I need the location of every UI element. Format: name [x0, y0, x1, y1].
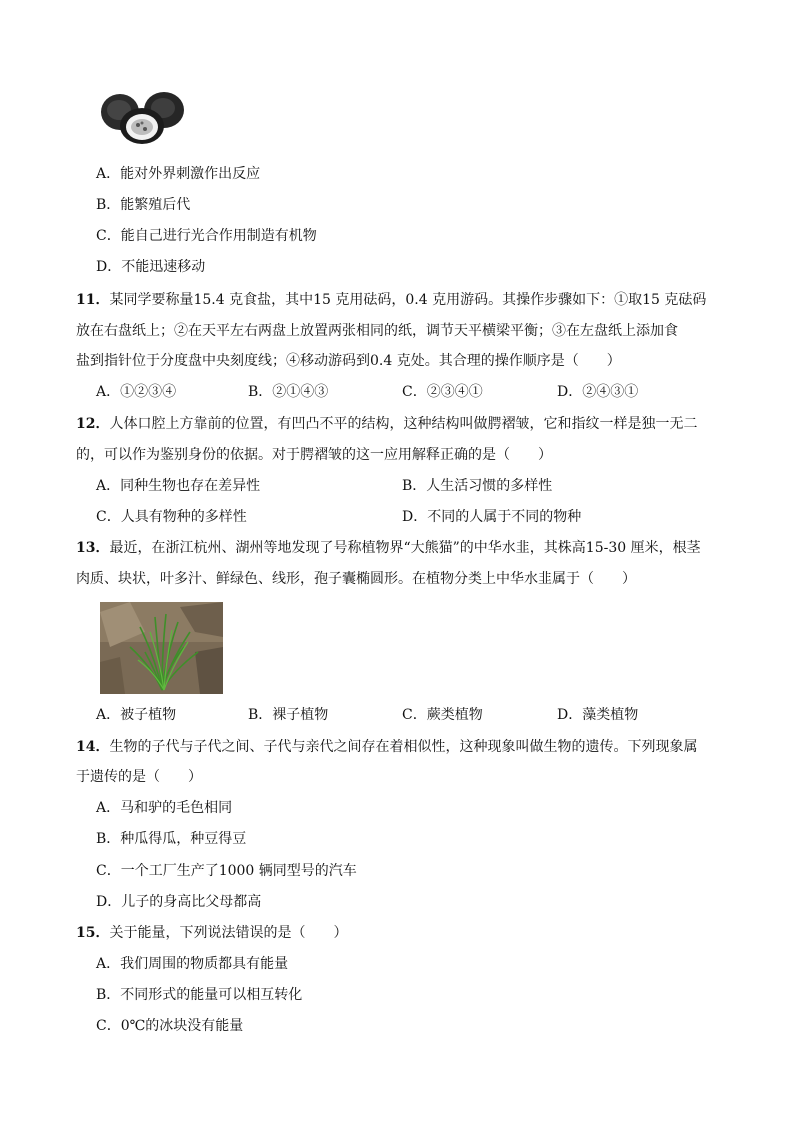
q11-option-c[interactable]: C．②③④①	[402, 384, 483, 400]
q12-text-1: 人体口腔上方靠前的位置，有凹凸不平的结构，这种结构叫做腭褶皱，它和指纹一样是独一无二	[109, 416, 698, 432]
fungus-illustration	[100, 90, 186, 146]
q11-stem-line3: 盐到指针位于分度盘中央刻度线；④移动游码到0.4 克处。其合理的操作顺序是（ ）	[76, 353, 621, 369]
q14-option-c[interactable]: C．一个工厂生产了1000 辆同型号的汽车	[96, 863, 357, 879]
q15-number: 15．	[76, 925, 110, 941]
q14-option-d[interactable]: D．儿子的身高比父母都高	[96, 894, 262, 910]
q11-number: 11．	[76, 292, 110, 308]
q14-text-1: 生物的子代与子代之间、子代与亲代之间存在着相似性，这种现象叫做生物的遗传。下列现象属	[109, 739, 698, 755]
q11-option-b[interactable]: B．②①④③	[248, 384, 329, 400]
q12-option-a[interactable]: A．同种生物也存在差异性	[96, 478, 261, 494]
q15-option-c[interactable]: C．0℃的冰块没有能量	[96, 1018, 244, 1034]
q15-option-b[interactable]: B．不同形式的能量可以相互转化	[96, 987, 303, 1003]
q13-number: 13．	[76, 540, 110, 556]
q11-stem-line1	[76, 290, 706, 310]
q13-stem-line1	[76, 538, 701, 558]
q13-option-d[interactable]: D．藻类植物	[557, 707, 639, 723]
q12-option-b[interactable]: B．人生活习惯的多样性	[402, 478, 553, 494]
q13-text-1: 最近，在浙江杭州、湖州等地发现了号称植物界“大熊猫”的中华水韭，其株高15-30 厘米，根茎	[109, 540, 701, 556]
q14-stem-line2: 于遗传的是（ ）	[76, 769, 202, 785]
q14-number: 14．	[76, 739, 110, 755]
q13-option-b[interactable]: B．裸子植物	[248, 707, 329, 723]
q11-option-d[interactable]: D．②④③①	[557, 384, 639, 400]
q13-stem-line2: 肉质、块状，叶多汁、鲜绿色、线形，孢子囊椭圆形。在植物分类上中华水韭属于（ ）	[76, 571, 636, 587]
q13-option-c[interactable]: C．蕨类植物	[402, 707, 483, 723]
q11-text-1: 某同学要称量15.4 克食盐，其中15 克用砝码，0.4 克用游码。其操作步骤如下：①取15 克砝码	[109, 292, 707, 308]
q15-stem-line1	[76, 923, 347, 943]
q13-option-a[interactable]: A．被子植物	[96, 707, 177, 723]
q15-text-1: 关于能量，下列说法错误的是（ ）	[109, 925, 348, 941]
q14-stem-line1	[76, 737, 697, 757]
q11-option-a[interactable]: A．①②③④	[96, 384, 177, 400]
q15-option-a[interactable]: A．我们周围的物质都具有能量	[96, 956, 289, 972]
q10-option-b[interactable]: B．能繁殖后代	[96, 197, 191, 213]
q12-stem-line1	[76, 414, 697, 434]
q12-stem-line2: 的，可以作为鉴别身份的依据。对于腭褶皱的这一应用解释正确的是（ ）	[76, 447, 552, 463]
quillwort-photo	[100, 602, 223, 694]
q12-option-c[interactable]: C．人具有物种的多样性	[96, 509, 247, 525]
q10-option-a[interactable]: A．能对外界刺激作出反应	[96, 166, 261, 182]
q12-number: 12．	[76, 416, 110, 432]
q10-option-c[interactable]: C．能自己进行光合作用制造有机物	[96, 228, 317, 244]
q12-option-d[interactable]: D．不同的人属于不同的物种	[402, 509, 582, 525]
q14-option-b[interactable]: B．种瓜得瓜，种豆得豆	[96, 831, 247, 847]
q11-stem-line2: 放在右盘纸上；②在天平左右两盘上放置两张相同的纸，调节天平横梁平衡；③在左盘纸上添加食	[76, 323, 678, 339]
q14-option-a[interactable]: A．马和驴的毛色相同	[96, 800, 233, 816]
q10-option-d[interactable]: D．不能迅速移动	[96, 259, 206, 275]
